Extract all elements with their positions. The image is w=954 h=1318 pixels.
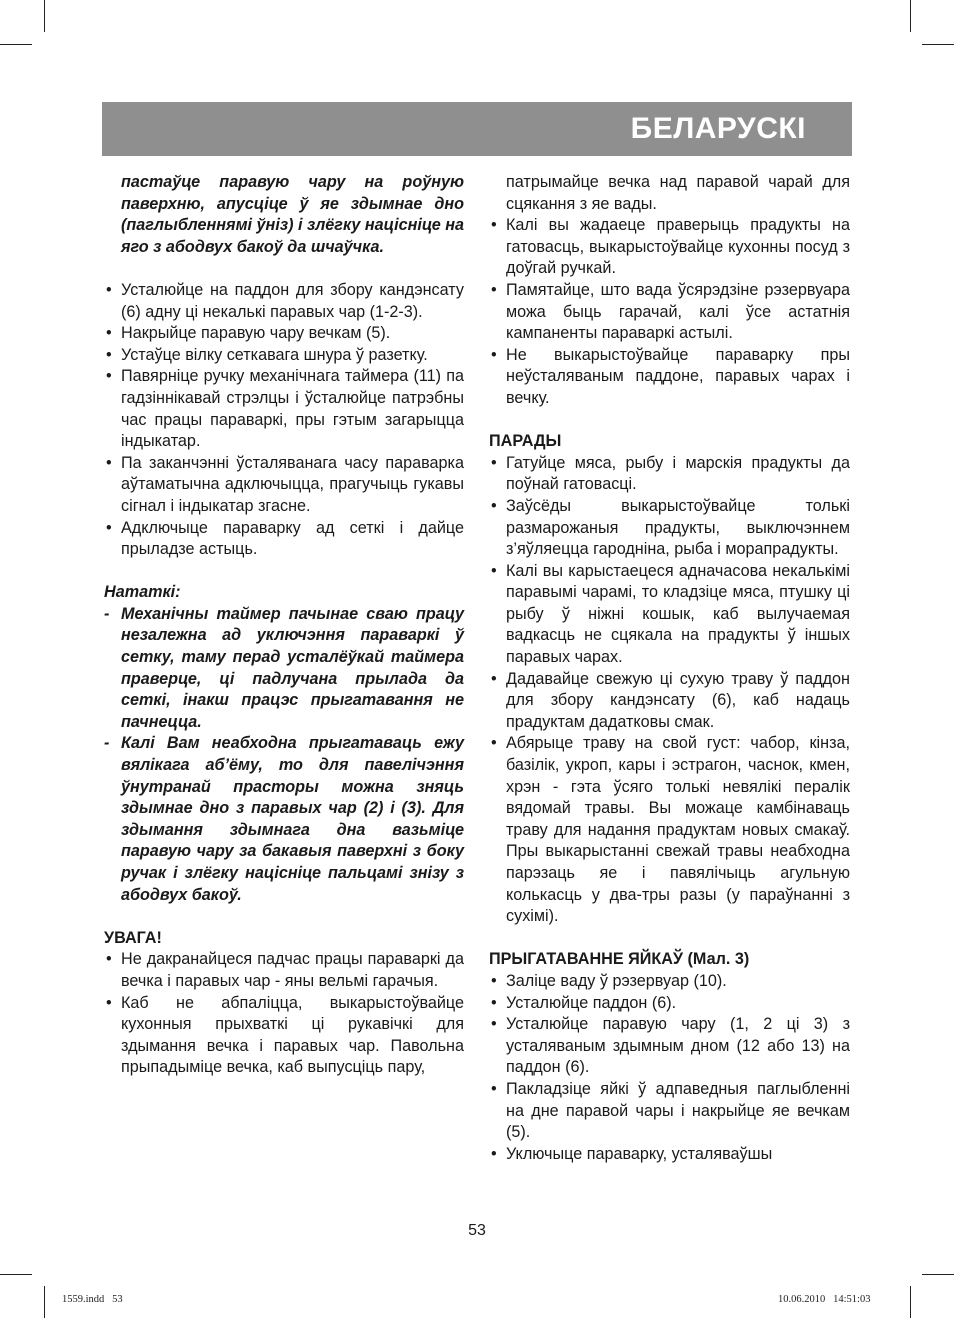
crop-mark bbox=[910, 1286, 911, 1318]
list-item: • Накрыйце паравую чару вечкам (5). bbox=[106, 324, 391, 343]
crop-mark bbox=[922, 1274, 954, 1275]
list-item: • Гатуйце мяса, рыбу і марскія прадукты да поўнай гатовасці. bbox=[491, 453, 850, 494]
crop-mark bbox=[44, 0, 45, 32]
note-item: - Механічны таймер пачынае сваю працу незалежна ад уключэння параваркі ў сетку, таму перад усталёўкай таймера праверце, ці падлучана прылада да сеткі, інакш працэс прыгатавання не пачнецца. bbox=[104, 604, 464, 731]
list-item: • Калі вы карыстаецеся адначасова некалькімі паравымі чарамі, то кладзіце мяса, птушку ці рыбу ў ніжні кошык, каб вылучаемая вадкасць не сцякала на прадукты ў іншых паравых чарах. bbox=[491, 561, 850, 667]
eggs-heading: ПРЫГАТАВАННЕ ЯЙКАЎ (Мал. 3) bbox=[489, 950, 750, 969]
list-item: • Адключыце параварку ад сеткі і дайце прыладзе астыць. bbox=[106, 518, 464, 559]
crop-mark bbox=[44, 1286, 45, 1318]
list-item: • Усталюйце паравую чару (1, 2 ці 3) з усталяваным здымным дном (12 або 13) на паддон (6). bbox=[491, 1015, 850, 1077]
tips-list bbox=[489, 453, 850, 928]
continued-paragraph: патрымайце вечка над паравой чарай для сцякання з яе вады. bbox=[506, 173, 850, 213]
crop-mark bbox=[0, 44, 32, 45]
list-item: • Устаўце вілку сеткавага шнура ў разетку. bbox=[106, 345, 428, 364]
right-column bbox=[489, 172, 850, 1165]
list-item: • Памятайце, што вада ўсярэдзіне рэзервуара можа быць гарачай, калі ўсе астатнія кампаненты параваркі астылі. bbox=[491, 280, 850, 343]
list-item: • Абярыце траву на свой густ: чабор, кінза, базілік, укроп, кары і эстрагон, часнок, кмен, хрэн - гэта ўсяго толькі невялікі пералік вядомай травы. Вы можаце камбінаваць траву для надання прадуктам новых смакаў. Пры выкарыстанні свежай травы неабходна парэзаць яе і павялічыць агульную колькасць у два-тры разы (у параўнанні з сухімі). bbox=[491, 734, 850, 926]
list-item: • Не выкарыстоўвайце параварку пры неўсталяваным паддоне, паравых чарах і вечку. bbox=[491, 345, 850, 407]
crop-mark bbox=[922, 44, 954, 45]
list-item: • Каб не абпаліцца, выкарыстоўвайце кухонныя прыхваткі ці рукавічкі для здымання вечка і паравых чар. Павольна прыпадыміце вечка, каб выпусціць пару, bbox=[106, 993, 464, 1077]
list-item: • Усталюйце на паддон для збору кандэнсату (6) адну ці некалькі паравых чар (1-2-3). bbox=[106, 280, 464, 321]
language-header bbox=[102, 102, 852, 156]
list-item: • Усталюйце паддон (6). bbox=[491, 993, 677, 1012]
warnings-list-continued bbox=[489, 215, 850, 409]
list-item: • Заліце ваду ў рэзервуар (10). bbox=[491, 971, 727, 990]
left-column bbox=[104, 172, 464, 1079]
warning-heading: УВАГА! bbox=[104, 928, 162, 947]
notes-heading: Нататкі: bbox=[104, 583, 181, 602]
crop-mark bbox=[910, 0, 911, 32]
note-item: - Калі Вам неабходна прыгатаваць ежу вялікага аб’ёму, то для павелічэння ўнутранай прасторы можна зняць здымнае дно з паравых чар (2) і (3). Для здымання здымнага дна вазьміце паравую чару за бакавыя паверхні з боку ручак і злёгку націсніце пальцамі знізу з абодвух бакоў. bbox=[104, 734, 464, 904]
notes-list bbox=[104, 604, 464, 906]
file-slug: 1559.indd 53 bbox=[62, 1294, 123, 1305]
intro-paragraph: пастаўце паравую чару на роўную паверхню, апусціце ў яе здымнае дно (паглыбленнямі ўніз) і злёгку націсніце на яго з абодвух бакоў да шчаўчка. bbox=[121, 173, 464, 256]
crop-mark bbox=[0, 1274, 32, 1275]
list-item: • Уключыце параварку, усталяваўшы bbox=[491, 1144, 773, 1163]
tips-heading: ПАРАДЫ bbox=[489, 432, 562, 451]
print-datetime: 10.06.2010 14:51:03 bbox=[778, 1294, 871, 1305]
list-item: • Па заканчэнні ўсталяванага часу параварка аўтаматычна адключыцца, прагучыць гукавы сігнал і індыкатар згасне. bbox=[106, 453, 464, 515]
list-item: • Павярніце ручку механічнага таймера (11) па гадзіннікавай стрэлцы і ўсталюйце патрэбны час працы параваркі, пры гэтым загарыцца індыкатар. bbox=[106, 367, 464, 451]
warnings-list bbox=[104, 949, 464, 1079]
list-item: • Пакладзіце яйкі ў адпаведныя паглыбленні на дне паравой чары і накрыйце яе вечкам (5). bbox=[491, 1079, 850, 1142]
list-item: • Калі вы жадаеце праверыць прадукты на гатовасць, выкарыстоўвайце кухонны посуд з доўгай ручкай. bbox=[491, 216, 850, 278]
page-title: БЕЛАРУСКІ bbox=[630, 112, 806, 145]
eggs-list bbox=[489, 971, 850, 1165]
steps-list bbox=[104, 280, 464, 561]
list-item: • Не дакранайцеся падчас працы параваркі да вечка і паравых чар - яны вельмі гарачыя. bbox=[106, 950, 464, 990]
list-item: • Дадавайце свежую ці сухую траву ў паддон для збору кандэнсату (6), каб надаць прадуктам дадатковы смак. bbox=[491, 669, 850, 731]
list-item: • Заўсёды выкарыстоўвайце толькі размарожаныя прадукты, выключэннем з’яўляецца гародніна, рыба і морапрадукты. bbox=[491, 496, 850, 559]
page-number: 53 bbox=[468, 1222, 486, 1239]
